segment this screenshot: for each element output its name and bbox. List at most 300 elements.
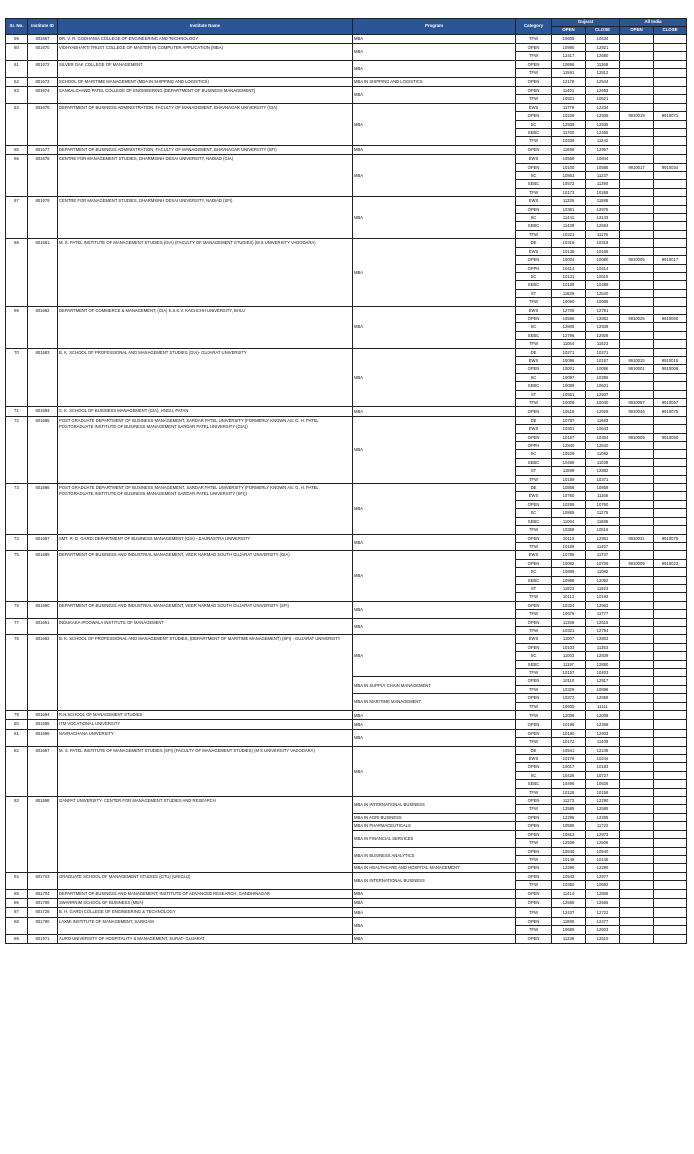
all-india-open-cell: [620, 500, 654, 508]
program-cell: MBA IN FINANCIAL SERVICES: [353, 830, 516, 847]
all-india-close-cell: [654, 822, 687, 830]
all-india-close-cell: [654, 720, 687, 729]
gujarat-close-cell: 12958: [586, 694, 620, 702]
all-india-close-cell: 9910071: [654, 112, 687, 120]
all-india-close-cell: [654, 222, 687, 230]
all-india-close-cell: [654, 188, 687, 196]
all-india-close-cell: [654, 289, 687, 297]
category-cell: SEBC: [516, 180, 552, 188]
sr-no-cell: 74: [6, 534, 28, 551]
cutoff-table: [5, 18, 687, 944]
all-india-close-cell: [654, 872, 687, 880]
all-india-close-cell: [654, 830, 687, 838]
category-cell: OPPH: [516, 442, 552, 450]
category-cell: SC: [516, 323, 552, 331]
gujarat-open-cell: 10112: [552, 593, 586, 601]
all-india-open-cell: [620, 694, 654, 702]
all-india-close-cell: [654, 230, 687, 238]
category-cell: DE: [516, 484, 552, 492]
all-india-close-cell: [654, 323, 687, 331]
category-cell: OPEN: [516, 729, 552, 737]
institute-id-cell: 801691: [28, 618, 58, 635]
program-cell: MBA: [353, 197, 516, 239]
gujarat-close-cell: 11457: [586, 542, 620, 550]
all-india-open-cell: [620, 685, 654, 693]
program-cell: MBA: [353, 239, 516, 306]
category-cell: EWS: [516, 492, 552, 500]
gujarat-open-cell: 10097: [552, 373, 586, 381]
all-india-open-cell: [620, 917, 654, 925]
all-india-open-cell: [620, 69, 654, 77]
all-india-open-cell: [620, 188, 654, 196]
table-row: [6, 917, 687, 925]
gujarat-close-cell: 10414: [586, 264, 620, 272]
gujarat-open-cell: 10785: [552, 551, 586, 559]
program-cell: MBA: [353, 145, 516, 154]
category-cell: ST: [516, 584, 552, 592]
all-india-open-cell: [620, 934, 654, 943]
gujarat-close-cell: 10434: [586, 34, 620, 43]
gujarat-open-cell: 10541: [552, 746, 586, 754]
all-india-open-cell: [620, 230, 654, 238]
gujarat-close-cell: 11390: [586, 180, 620, 188]
category-cell: OPEN: [516, 87, 552, 95]
category-cell: DE: [516, 348, 552, 356]
program-cell: MBA: [353, 908, 516, 917]
category-cell: OPEN: [516, 145, 552, 154]
gujarat-close-cell: 10158: [586, 788, 620, 796]
sr-no-cell: 80: [6, 720, 28, 729]
sr-no-cell: 63: [6, 87, 28, 104]
table-row: [6, 87, 687, 95]
gujarat-open-cell: 11238: [552, 934, 586, 943]
all-india-open-cell: [620, 120, 654, 128]
all-india-close-cell: [654, 542, 687, 550]
program-cell: MBA IN HEALTHCARE AND HOSPITAL MANAGEMENT: [353, 864, 516, 872]
all-india-open-cell: [620, 467, 654, 475]
program-cell: MBA IN PHARMACEUTICALS: [353, 822, 516, 830]
category-cell: OPEN: [516, 205, 552, 213]
program-cell: MBA: [353, 551, 516, 601]
category-cell: DE: [516, 239, 552, 247]
table-row: [6, 711, 687, 720]
institute-id-cell: 801683: [28, 348, 58, 407]
category-cell: SC: [516, 373, 552, 381]
all-india-close-cell: [654, 917, 687, 925]
gujarat-close-cell: 11409: [586, 738, 620, 746]
all-india-close-cell: [654, 576, 687, 584]
gujarat-open-cell: 10145: [552, 855, 586, 863]
category-cell: TFW: [516, 69, 552, 77]
all-india-close-cell: [654, 492, 687, 500]
category-cell: TFW: [516, 685, 552, 693]
header-sr-no: Sr. No.: [6, 19, 28, 35]
category-cell: TFW: [516, 738, 552, 746]
sr-no-cell: 64: [6, 103, 28, 145]
gujarat-open-cell: 10157: [552, 669, 586, 677]
institute-id-cell: 801694: [28, 711, 58, 720]
table-row: [6, 746, 687, 754]
all-india-open-cell: [620, 382, 654, 390]
category-cell: TFW: [516, 340, 552, 348]
all-india-open-cell: [620, 264, 654, 272]
gujarat-close-cell: 11623: [586, 340, 620, 348]
sr-no-cell: 67: [6, 197, 28, 239]
sr-no-cell: 75: [6, 551, 28, 601]
gujarat-open-cell: 11007: [552, 635, 586, 643]
gujarat-close-cell: 10183: [586, 763, 620, 771]
gujarat-open-cell: 12805: [552, 323, 586, 331]
program-cell: MBA: [353, 601, 516, 618]
gujarat-close-cell: 10858: [586, 484, 620, 492]
all-india-close-cell: [654, 239, 687, 247]
all-india-close-cell: [654, 348, 687, 356]
category-cell: OPEN: [516, 694, 552, 702]
program-cell: MBA IN SUPPLY CHAIN MANAGEMENT: [353, 677, 516, 694]
program-cell: MBA: [353, 746, 516, 796]
gujarat-open-cell: 11779: [552, 103, 586, 111]
all-india-close-cell: [654, 43, 687, 51]
header-category: Category: [516, 19, 552, 35]
gujarat-open-cell: 10426: [552, 771, 586, 779]
gujarat-open-cell: 10189: [552, 542, 586, 550]
table-row: [6, 551, 687, 559]
header-all-india-close: CLOSE: [654, 26, 687, 34]
all-india-open-cell: 9910009: [620, 433, 654, 441]
all-india-open-cell: [620, 331, 654, 339]
gujarat-open-cell: 10169: [552, 281, 586, 289]
gujarat-close-cell: 12653: [586, 87, 620, 95]
all-india-close-cell: [654, 264, 687, 272]
institute-name-cell: INDUKAKA IPCOWALA INSTITUTE OF MANAGEMENT: [58, 618, 353, 635]
all-india-close-cell: [654, 584, 687, 592]
category-cell: OPEN: [516, 559, 552, 567]
gujarat-open-cell: 10082: [552, 559, 586, 567]
table-row: [6, 720, 687, 729]
gujarat-open-cell: 10990: [552, 43, 586, 51]
gujarat-close-cell: 11923: [586, 584, 620, 592]
all-india-open-cell: [620, 839, 654, 847]
table-row: [6, 77, 687, 86]
all-india-open-cell: [620, 247, 654, 255]
gujarat-close-cell: 11237: [586, 172, 620, 180]
institute-name-cell: CENTRE FOR MANAGEMENT STUDIES, DHARMSINH DESAI UNIVERSITY, NADIAD (SFI): [58, 197, 353, 239]
all-india-open-cell: [620, 763, 654, 771]
gujarat-close-cell: 12935: [586, 112, 620, 120]
all-india-open-cell: [620, 855, 654, 863]
gujarat-close-cell: 12540: [586, 289, 620, 297]
gujarat-open-cell: 12585: [552, 805, 586, 813]
category-cell: OPEN: [516, 256, 552, 264]
gujarat-close-cell: 10193: [586, 593, 620, 601]
all-india-close-cell: [654, 934, 687, 943]
table-row: [6, 60, 687, 68]
table-row: [6, 239, 687, 247]
table-row: [6, 618, 687, 626]
institute-id-cell: 801698: [28, 797, 58, 873]
category-cell: TFW: [516, 788, 552, 796]
category-cell: OPEN: [516, 813, 552, 821]
gujarat-open-cell: 10585: [552, 822, 586, 830]
gujarat-close-cell: 11111: [586, 702, 620, 710]
gujarat-open-cell: 10126: [552, 788, 586, 796]
gujarat-close-cell: 12812: [586, 69, 620, 77]
all-india-open-cell: [620, 289, 654, 297]
all-india-close-cell: [654, 60, 687, 68]
program-cell: MBA: [353, 898, 516, 907]
sr-no-cell: 66: [6, 155, 28, 197]
all-india-open-cell: [620, 137, 654, 145]
category-cell: TFW: [516, 137, 552, 145]
program-cell: MBA: [353, 720, 516, 729]
gujarat-close-cell: 11275: [586, 509, 620, 517]
gujarat-open-cell: 10110: [552, 677, 586, 685]
gujarat-close-cell: 11242: [586, 137, 620, 145]
all-india-open-cell: [620, 87, 654, 95]
table-row: [6, 484, 687, 492]
gujarat-close-cell: 11737: [586, 551, 620, 559]
institute-id-cell: 801703: [28, 872, 58, 889]
all-india-open-cell: [620, 780, 654, 788]
sr-no-cell: 81: [6, 729, 28, 746]
all-india-close-cell: [654, 780, 687, 788]
all-india-close-cell: [654, 95, 687, 103]
gujarat-open-cell: 12706: [552, 306, 586, 314]
sr-no-cell: 65: [6, 145, 28, 154]
gujarat-close-cell: 11722: [586, 822, 620, 830]
all-india-open-cell: [620, 323, 654, 331]
all-india-close-cell: [654, 771, 687, 779]
category-cell: TFW: [516, 52, 552, 60]
gujarat-open-cell: 10336: [552, 137, 586, 145]
all-india-close-cell: [654, 416, 687, 424]
institute-name-cell: S. K. SCHOOL OF BUSINESS MANAGEMENT (GIA), HNGU, PATAN: [58, 407, 353, 416]
category-cell: OPEN: [516, 864, 552, 872]
all-india-close-cell: [654, 69, 687, 77]
all-india-open-cell: 9910046: [620, 407, 654, 416]
header-gujarat-open: OPEN: [552, 26, 586, 34]
gujarat-open-cell: 10516: [552, 407, 586, 416]
category-cell: EWS: [516, 247, 552, 255]
all-india-open-cell: [620, 509, 654, 517]
institute-id-cell: 801674: [28, 87, 58, 104]
table-row: [6, 534, 687, 542]
all-india-open-cell: [620, 340, 654, 348]
gujarat-close-cell: 12935: [586, 120, 620, 128]
category-cell: EWS: [516, 155, 552, 163]
all-india-close-cell: [654, 390, 687, 398]
gujarat-close-cell: 12791: [586, 306, 620, 314]
all-india-close-cell: [654, 484, 687, 492]
all-india-open-cell: [620, 172, 654, 180]
sr-no-cell: 73: [6, 484, 28, 534]
category-cell: TFW: [516, 926, 552, 934]
all-india-close-cell: [654, 551, 687, 559]
table-row: [6, 889, 687, 898]
institute-name-cell: LAXMI INSTITUTE OF MANAGEMENT, SARIGAM: [58, 917, 353, 934]
program-cell: MBA IN MARITIME MANAGEMENT: [353, 694, 516, 711]
all-india-close-cell: [654, 669, 687, 677]
category-cell: TFW: [516, 702, 552, 710]
program-cell: MBA: [353, 348, 516, 407]
program-cell: MBA: [353, 60, 516, 77]
sr-no-cell: 70: [6, 348, 28, 407]
institute-name-cell: DEPARTMENT OF BUSINESS AND INDUSTRIAL MANAGEMENT, VEER NARMAD SOUTH GUJARAT UNIVERSITY (GIA): [58, 551, 353, 601]
all-india-open-cell: [620, 77, 654, 86]
gujarat-close-cell: 12722: [586, 908, 620, 917]
category-cell: ST: [516, 467, 552, 475]
gujarat-open-cell: 11829: [552, 289, 586, 297]
program-cell: MBA: [353, 534, 516, 551]
gujarat-close-cell: 11683: [586, 416, 620, 424]
gujarat-close-cell: 10371: [586, 475, 620, 483]
institute-id-cell: 801690: [28, 601, 58, 618]
sr-no-cell: 60: [6, 43, 28, 60]
category-cell: SC: [516, 214, 552, 222]
gujarat-close-cell: 11168: [586, 492, 620, 500]
gujarat-open-cell: 12506: [552, 839, 586, 847]
header-gujarat-close: CLOSE: [586, 26, 620, 34]
category-cell: SEBC: [516, 129, 552, 137]
gujarat-close-cell: 10157: [586, 356, 620, 364]
gujarat-open-cell: 10414: [552, 264, 586, 272]
institute-id-cell: 801704: [28, 889, 58, 898]
category-cell: SC: [516, 120, 552, 128]
all-india-open-cell: [620, 281, 654, 289]
all-india-open-cell: [620, 484, 654, 492]
all-india-open-cell: [620, 390, 654, 398]
gujarat-open-cell: 10551: [552, 390, 586, 398]
institute-id-cell: 801667: [28, 34, 58, 43]
gujarat-close-cell: 12295: [586, 813, 620, 821]
all-india-open-cell: [620, 517, 654, 525]
gujarat-open-cell: 10529: [552, 450, 586, 458]
gujarat-open-cell: 10060: [552, 298, 586, 306]
all-india-close-cell: 9910023: [654, 559, 687, 567]
program-cell: MBA: [353, 103, 516, 145]
program-cell: MBA: [353, 711, 516, 720]
gujarat-open-cell: 10605: [552, 702, 586, 710]
institute-id-cell: 801670: [28, 43, 58, 60]
all-india-close-cell: [654, 155, 687, 163]
gujarat-close-cell: 12840: [586, 442, 620, 450]
category-cell: OPEN: [516, 534, 552, 542]
all-india-open-cell: [620, 635, 654, 643]
all-india-open-cell: [620, 864, 654, 872]
category-cell: EWS: [516, 356, 552, 364]
category-cell: TFW: [516, 34, 552, 43]
gujarat-close-cell: 12963: [586, 601, 620, 609]
gujarat-open-cell: 10135: [552, 247, 586, 255]
institute-name-cell: DEPARTMENT OF BUSINESS ADMINISTRATION, FACULTY OF MANAGEMENT, BHAVNAGAR UNIVERSITY (GIA): [58, 103, 353, 145]
all-india-close-cell: [654, 652, 687, 660]
all-india-close-cell: [654, 626, 687, 634]
table-row: [6, 348, 687, 356]
all-india-close-cell: [654, 898, 687, 907]
table-row: [6, 155, 687, 163]
table-row: [6, 908, 687, 917]
all-india-open-cell: [620, 145, 654, 154]
gujarat-open-cell: 10100: [552, 163, 586, 171]
program-cell: MBA IN SHIPPING AND LOGISTICS: [353, 77, 516, 86]
category-cell: TFW: [516, 593, 552, 601]
all-india-close-cell: [654, 272, 687, 280]
all-india-open-cell: [620, 601, 654, 609]
gujarat-open-cell: 10324: [552, 601, 586, 609]
gujarat-close-cell: 10727: [586, 771, 620, 779]
all-india-open-cell: 9910001: [620, 365, 654, 373]
category-cell: SEBC: [516, 458, 552, 466]
category-cell: OPEN: [516, 112, 552, 120]
institute-name-cell: AURO UNIVERSITY OF HOSPITALITY & MANAGEMENT, SURAT- GUJARAT: [58, 934, 353, 943]
all-india-close-cell: [654, 685, 687, 693]
gujarat-open-cell: 10988: [552, 576, 586, 584]
table-row: [6, 34, 687, 43]
all-india-open-cell: [620, 652, 654, 660]
gujarat-close-cell: 12143: [586, 214, 620, 222]
sr-no-cell: 76: [6, 601, 28, 618]
sr-no-cell: 59: [6, 34, 28, 43]
gujarat-open-cell: 10172: [552, 738, 586, 746]
all-india-close-cell: [654, 180, 687, 188]
all-india-close-cell: [654, 711, 687, 720]
category-cell: SEBC: [516, 517, 552, 525]
all-india-open-cell: 9910057: [620, 399, 654, 407]
gujarat-close-cell: 10760: [586, 500, 620, 508]
program-cell: MBA: [353, 484, 516, 534]
institute-name-cell: M. S. PATEL INSTITUTE OF MANAGEMENT STUDIES (SFI) (FACULTY OF MANAGEMENT STUDIES) (M S UNIVERSITY VADODARA): [58, 746, 353, 796]
institute-id-cell: 801681: [28, 239, 58, 306]
category-cell: OPEN: [516, 365, 552, 373]
all-india-open-cell: [620, 373, 654, 381]
institute-name-cell: CENTRE FOR MANAGEMENT STUDIES, DHARMSINH DESAI UNIVERSITY, NADIAD (GIA): [58, 155, 353, 197]
gujarat-open-cell: 11696: [552, 145, 586, 154]
all-india-open-cell: [620, 450, 654, 458]
category-cell: OPEN: [516, 500, 552, 508]
category-cell: SC: [516, 450, 552, 458]
institute-name-cell: SANKALCHAND PATEL COLLEGE OF ENGINEERING (DEPARTMENT OF BUSINESS MANAGEMENT): [58, 87, 353, 104]
all-india-open-cell: [620, 618, 654, 626]
category-cell: SC: [516, 652, 552, 660]
all-india-open-cell: 9910019: [620, 112, 654, 120]
all-india-close-cell: [654, 517, 687, 525]
institute-id-cell: 801673: [28, 77, 58, 86]
all-india-open-cell: [620, 643, 654, 651]
category-cell: TFW: [516, 908, 552, 917]
category-cell: SEBC: [516, 281, 552, 289]
all-india-close-cell: 9910017: [654, 256, 687, 264]
gujarat-open-cell: 10329: [552, 685, 586, 693]
category-cell: OPEN: [516, 643, 552, 651]
gujarat-open-cell: 10372: [552, 694, 586, 702]
institute-name-cell: DEPARTMENT OF BUSINESS ADMINISTRATION, FACULTY OF MANAGEMENT, BHAVNAGAR UNIVERSITY (SFI): [58, 145, 353, 154]
table-row: [6, 601, 687, 609]
gujarat-close-cell: 12981: [586, 534, 620, 542]
gujarat-close-cell: 12862: [586, 314, 620, 322]
institute-name-cell: M. S. PATEL INSTITUTE OF MANAGEMENT STUDIES (GIA) (FACULTY OF MANAGEMENT STUDIES) (M S UNIVERSITY VADODARA): [58, 239, 353, 306]
gujarat-open-cell: 10865: [552, 509, 586, 517]
all-india-open-cell: [620, 475, 654, 483]
all-india-open-cell: [620, 771, 654, 779]
gujarat-close-cell: 11082: [586, 568, 620, 576]
gujarat-close-cell: 10395: [586, 373, 620, 381]
gujarat-close-cell: 10145: [586, 855, 620, 863]
all-india-close-cell: 9910075: [654, 534, 687, 542]
institute-id-cell: 801971: [28, 934, 58, 943]
all-india-close-cell: [654, 450, 687, 458]
table-row: [6, 872, 687, 880]
sr-no-cell: 88: [6, 917, 28, 934]
